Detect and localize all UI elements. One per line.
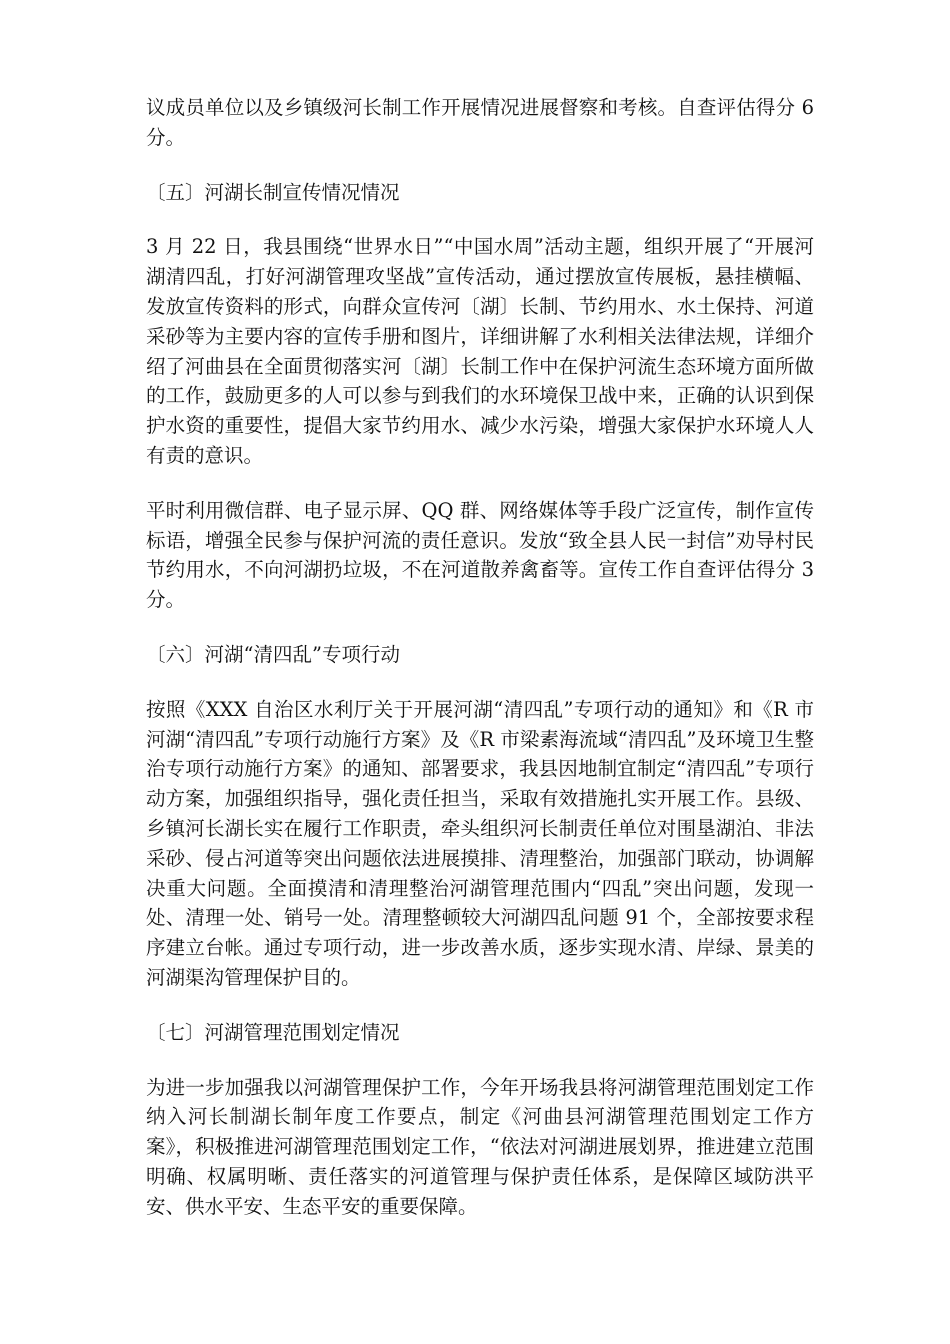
paragraph-four-chaos-action: 按照《XXX 自治区水利厅关于开展河湖“清四乱”专项行动的通知》和《R 市河湖“清四乱”专项行动施行方案》及《R 市梁素海流域“清四乱”及环境卫生整治专项行动施行方案》的通知、部署要求，我县因地制宜制定“清四乱”专项行动方案，加强组织指导，强化责任担当，采取有效措施扎实开展工作。县级、乡镇河长湖长实在履行工作职责，牵头组织河长制责任单位对围垦湖泊、非法采砂、侵占河道等突出问题依法进展摸排、清理整治，加强部门联动，协调解决重大问题。全面摸清和清理整治河湖管理范围内“四乱”突出问题，发现一处、清理一处、销号一处。清理整顿较大河湖四乱问题 91 个，全部按要求程序建立台帐。通过专项行动，进一步改善水质，逐步实现水清、岸绿、景美的河湖渠沟管理保护目的。 (146, 697, 814, 989)
paragraph-daily-publicity: 平时利用微信群、电子显示屏、QQ 群、网络媒体等手段广泛宣传，制作宣传标语，增强全民参与保护河流的责任意识。发放“致全县人民一封信”劝导村民节约用水，不向河湖扔垃圾，不在河道散养禽畜等。宣传工作自查评估得分 3 分。 (146, 498, 814, 612)
paragraph-world-water-day: 3 月 22 日，我县围绕“世界水日”“中国水周”活动主题，组织开展了“开展河湖清四乱，打好河湖管理攻坚战”宣传活动，通过摆放宣传展板，悬挂横幅、发放宣传资料的形式，向群众宣传河〔湖〕长制、节约用水、水土保持、河道采砂等为主要内容的宣传手册和图片，详细讲解了水利相关法律法规，详细介绍了河曲县在全面贯彻落实河〔湖〕长制工作中在保护河流生态环境方面所做的工作，鼓励更多的人可以参与到我们的水环境保卫战中来，正确的认识到保护水资的重要性，提倡大家节约用水、减少水污染，增强大家保护水环境人人有责的意识。 (146, 235, 814, 467)
section-heading-6: 〔六〕河湖“清四乱”专项行动 (146, 642, 400, 666)
paragraph-boundary-delineation: 为进一步加强我以河湖管理保护工作，今年开场我县将河湖管理范围划定工作纳入河长制湖长制年度工作要点，制定《河曲县河湖管理范围划定工作方案》，积极推进河湖管理范围划定工作，“依法对河湖进展划界，推进建立范围明确、权属明晰、责任落实的河道管理与保护责任体系，是保障区域防洪平安、供水平安、生态平安的重要保障。 (146, 1075, 814, 1218)
section-heading-5: 〔五〕河湖长制宣传情况情况 (146, 180, 400, 204)
section-heading-7: 〔七〕河湖管理范围划定情况 (146, 1020, 400, 1044)
document-page (146, 93, 814, 1247)
paragraph-continuation: 议成员单位以及乡镇级河长制工作开展情况进展督察和考核。自查评估得分 6 分。 (146, 96, 814, 149)
